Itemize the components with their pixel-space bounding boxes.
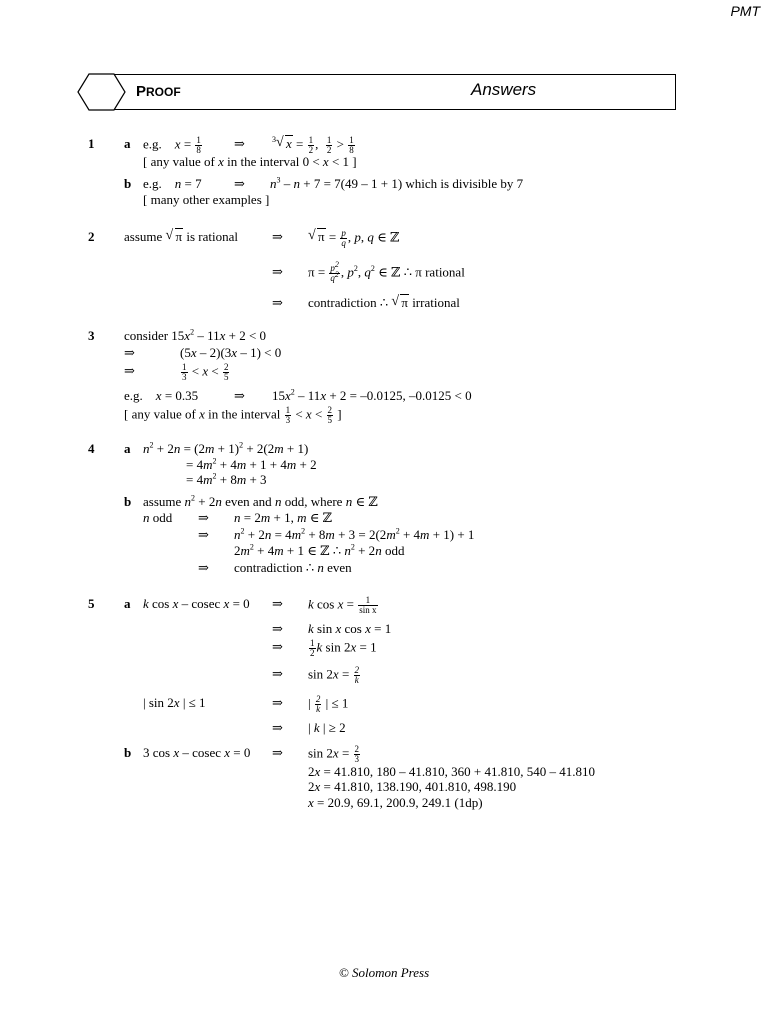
q5a-line-1: k cos x = $\frac{1}{\text{sin x}}$	[308, 595, 377, 615]
q4b-line-5: contradiction ∴ n even	[234, 560, 352, 575]
question-number-4: 4	[88, 441, 95, 456]
part-label-4b: b	[124, 494, 132, 509]
q4b-implies-3: ⇒	[198, 560, 209, 575]
q5a-implies-3: ⇒	[272, 639, 283, 654]
q4b-implies-2: ⇒	[198, 527, 209, 542]
q5b-implies: ⇒	[272, 745, 283, 760]
q5b-line-4: x = 20.9, 69.1, 200.9, 249.1 (1dp)	[308, 795, 483, 810]
q1a-implies: ⇒	[234, 136, 245, 151]
q5a-implies-6: ⇒	[272, 720, 283, 735]
q4b-line-3: $n^2 + 2n = 4m^2 + 8m + 3 = 2(2m^2 + 4m + 1) + 1$	[234, 526, 475, 542]
q5a-line-4: sin 2x = $\frac{2}{k}$	[308, 665, 360, 685]
q2-line-2: π = $\frac{p2}{q2}$ , $p^2$, $q^2$ ∈ ℤ ∴ π rational	[308, 260, 465, 283]
q3-example: e.g. x = 0.35	[124, 388, 199, 403]
q3-line-3: $\frac{1}{3}$ < x < $\frac{2}{5}$	[182, 362, 229, 382]
section-banner	[76, 72, 676, 112]
q2-implies-1: ⇒	[272, 229, 283, 244]
q5a-implies-2: ⇒	[272, 621, 283, 636]
q4a-line-1: $n^2 + 2n = (2m + 1)^2 + 2(2m + 1)$	[143, 440, 309, 456]
q3-line-2: (5x – 2)(3x – 1) < 0	[180, 345, 282, 360]
q3-implies-1: ⇒	[124, 345, 135, 360]
q5b-line-3: 2x = 41.810, 138.190, 401.810, 498.190	[308, 779, 517, 794]
q5a-implies-1: ⇒	[272, 596, 283, 611]
q4a-line-2: = $4m^2 + 4m + 1 + 4m + 2$	[186, 456, 317, 472]
q1b-example: e.g. n = 7	[143, 176, 202, 191]
q5a-line-3: $\frac{1}{2}$ k sin 2x = 1	[310, 638, 377, 658]
question-number-1: 1	[88, 136, 95, 151]
question-number-5: 5	[88, 596, 95, 611]
q5b-line-2: 2x = 41.810, 180 – 41.810, 360 + 41.810, 540 – 41.810	[308, 764, 595, 779]
q4b-line-4: $2m^2 + 4m + 1$ ∈ ℤ ∴ $n^2 + 2n$ odd	[234, 542, 405, 558]
q4b-n-odd: n odd	[143, 510, 173, 525]
q1b-note: [ many other examples ]	[143, 192, 270, 207]
q4b-line-2: n = 2m + 1, m ∈ ℤ	[234, 510, 333, 525]
q5a-equation: k cos x – cosec x = 0	[143, 596, 250, 611]
q2-line-1: √ π = $\frac{p}{q}$ , p, q ∈ ℤ	[308, 228, 400, 248]
question-number-2: 2	[88, 229, 95, 244]
q5a-bound: | sin 2x | ≤ 1	[143, 695, 206, 710]
q3-line-1: consider $15x^2 - 11x + 2 < 0$	[124, 327, 267, 343]
q1a-cube-root: 3 √ x = $\frac{1}{2}$ , $\frac{1}{2}$ > $\frac{1}{8}$	[272, 135, 354, 155]
q3-check: $15x^2 - 11x + 2 = -0.0125$, –0.0125 < 0	[272, 387, 472, 403]
footer-copyright: © Solomon Press	[338, 965, 430, 980]
q5a-implies-4: ⇒	[272, 666, 283, 681]
section-title: PROOF	[136, 83, 181, 100]
q5a-line-2: k sin x cos x = 1	[308, 621, 392, 636]
q1a-example: e.g. x = $\frac{1}{8}$	[143, 135, 201, 155]
q5b-equation: 3 cos x – cosec x = 0	[143, 745, 251, 760]
banner-box	[104, 74, 676, 110]
part-label-5a: a	[124, 596, 131, 611]
q4a-line-3: = $4m^2 + 8m + 3$	[186, 471, 267, 487]
q3-implies-3: ⇒	[234, 388, 245, 403]
q1b-result: $n^3 - n + 7 = 7(49 - 1 + 1)$ which is divisible by 7	[270, 175, 524, 191]
q5a-line-6: | k | ≥ 2	[308, 720, 346, 735]
corner-label: PMT	[730, 3, 760, 19]
q5a-implies-5: ⇒	[272, 695, 283, 710]
q3-note: [ any value of x in the interval $\frac{1}{3}$ < x < $\frac{2}{5}$ ]	[124, 405, 342, 425]
q2-line-3: contradiction ∴ √ π irrational	[308, 294, 460, 310]
question-number-3: 3	[88, 328, 95, 343]
q2-implies-3: ⇒	[272, 295, 283, 310]
q5b-line-1: sin 2x = $\frac{2}{3}$	[308, 744, 360, 764]
q1b-implies: ⇒	[234, 176, 245, 191]
q3-implies-2: ⇒	[124, 363, 135, 378]
part-label-4a: a	[124, 441, 131, 456]
part-label-1a: a	[124, 136, 131, 151]
q4b-implies-1: ⇒	[198, 510, 209, 525]
q5a-line-5: | $\frac{2}{k}$ | ≤ 1	[308, 694, 349, 714]
q4b-line-1: assume $n^2 + 2n$ even and n odd, where n ∈ ℤ	[143, 493, 378, 509]
hexagon-icon	[76, 72, 136, 112]
answers-label: Answers	[471, 80, 537, 99]
q2-assume: assume √ π is rational	[124, 228, 238, 244]
q2-implies-2: ⇒	[272, 264, 283, 279]
q1a-note: [ any value of x in the interval 0 < x < 1 ]	[143, 154, 357, 169]
part-label-5b: b	[124, 745, 132, 760]
part-label-1b: b	[124, 176, 132, 191]
